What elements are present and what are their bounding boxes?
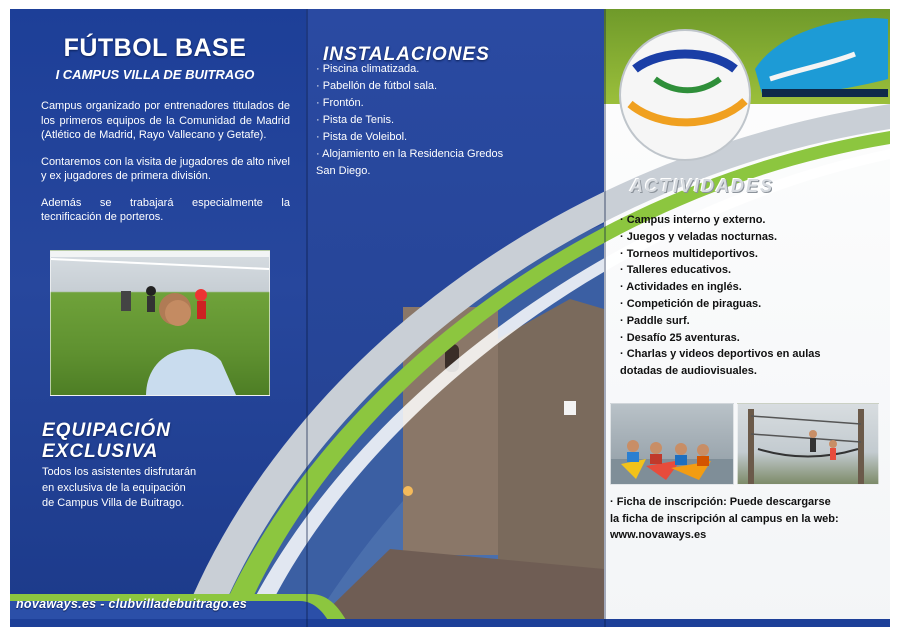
intro-paragraph: Campus organizado por entrenadores titulados de los primeros equipos de la Comunidad de Madrid (Atlético de Madrid, Rayo Vallecano y Getafe). xyxy=(41,100,290,141)
ropes-course-illustration xyxy=(738,404,878,484)
soccer-scene-illustration xyxy=(51,251,269,395)
activities-heading: ACTIVIDADES xyxy=(630,176,775,196)
equipment-heading-line-1: EQUIPACIÓN xyxy=(42,420,171,441)
equipment-heading xyxy=(42,420,171,462)
list-item: · Competición de piraguas. xyxy=(620,297,762,310)
list-item: · Alojamiento en la Residencia Gredos xyxy=(316,148,504,160)
equipment-heading-line-2: EXCLUSIVA xyxy=(42,441,159,462)
list-item: · Campus interno y externo. xyxy=(620,214,766,226)
fold-line-left xyxy=(306,9,308,627)
kayak-scene-illustration xyxy=(611,404,733,484)
registration-info xyxy=(610,494,880,544)
fold-line-right xyxy=(604,9,606,627)
footer-websites[interactable]: novaways.es - clubvilladebuitrago.es xyxy=(16,597,248,611)
list-item: · Pista de Voleibol. xyxy=(316,131,408,143)
registration-line: la ficha de inscripción al campus en la web: xyxy=(610,512,839,525)
facilities-heading: INSTALACIONES xyxy=(323,44,490,65)
kayak-photo xyxy=(610,403,734,485)
list-item: · Pista de Tenis. xyxy=(316,114,395,126)
equipment-text: Todos los asistentes disfrutarán en exclusiva de la equipación de Campus Villa de Buitrago. xyxy=(42,466,197,509)
list-item: · Piscina climatizada. xyxy=(316,63,420,75)
page-subtitle: I CAMPUS VILLA DE BUITRAGO xyxy=(55,67,255,82)
list-item: San Diego. xyxy=(316,165,371,177)
soccer-photo xyxy=(50,250,270,396)
list-item: · Pabellón de fútbol sala. xyxy=(316,80,438,92)
football-illustration xyxy=(620,30,750,160)
intro-paragraph: Contaremos con la visita de jugadores de alto nivel y ex jugadores de primera división. xyxy=(41,155,290,182)
ropes-course-photo xyxy=(737,403,879,485)
football-boot-illustration xyxy=(755,18,888,97)
intro-text-block xyxy=(41,99,290,237)
page-title: FÚTBOL BASE xyxy=(63,34,247,62)
list-item: · Desafío 25 aventuras. xyxy=(620,331,740,344)
list-item: · Actividades en inglés. xyxy=(620,281,742,294)
registration-line: · Ficha de inscripción: Puede descargarse xyxy=(610,496,831,508)
activities-list xyxy=(620,212,870,380)
list-item: · Charlas y videos deportivos en aulas xyxy=(620,348,821,361)
facilities-list xyxy=(316,61,586,180)
list-item: · Paddle surf. xyxy=(620,314,690,327)
registration-url[interactable]: www.novaways.es xyxy=(610,529,707,541)
list-item: · Torneos multideportivos. xyxy=(620,247,758,260)
intro-paragraph: Además se trabajará especialmente la tecnificación de porteros. xyxy=(41,196,290,223)
list-item: · Frontón. xyxy=(316,97,364,109)
list-item: · Talleres educativos. xyxy=(620,264,732,277)
list-item: · Juegos y veladas nocturnas. xyxy=(620,230,778,243)
list-item: dotadas de audiovisuales. xyxy=(620,365,757,378)
